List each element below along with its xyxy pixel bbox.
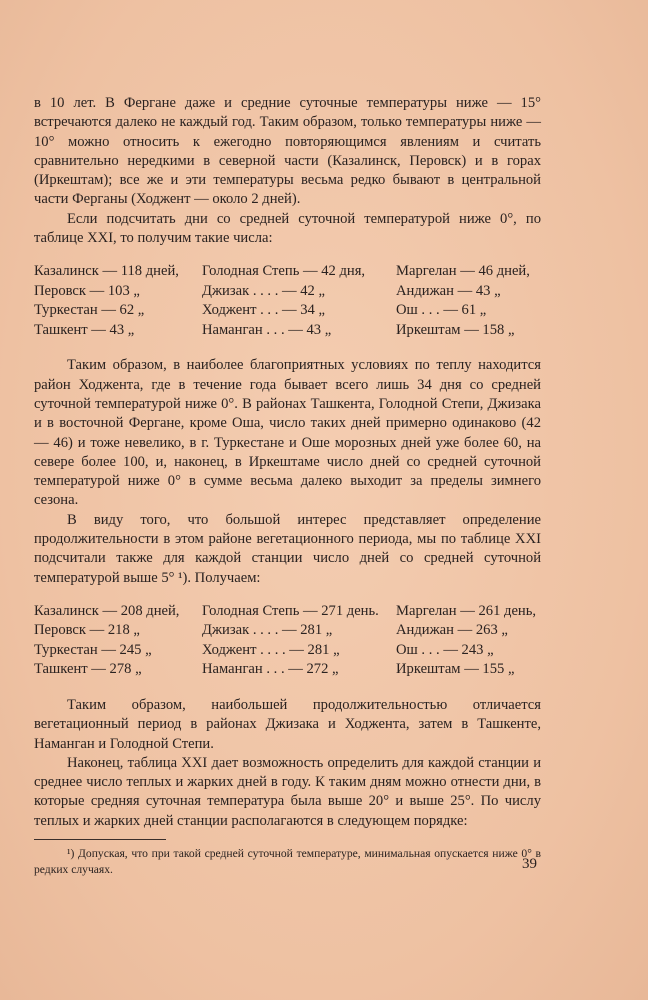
table-row (34, 660, 541, 680)
table-cell: Иркештам — 158 „ (396, 321, 515, 338)
table-cell: Наманган . . . — 43 „ (202, 321, 332, 338)
table-row (34, 641, 541, 661)
table-cell: Туркестан — 62 „ (34, 302, 145, 319)
table-cell: Туркестан — 245 „ (34, 641, 152, 658)
table-cell: Ош . . . — 243 „ (396, 641, 494, 658)
table-cell: Маргелан — 46 дней, (396, 263, 530, 280)
table-cell: Андижан — 263 „ (396, 622, 508, 639)
footnote-divider (34, 839, 166, 840)
footnote: ¹) Допуская, что при такой средней суточной температуре, минимальная опускается ниже 0° в редких случаях. (34, 847, 541, 876)
table-row (34, 282, 541, 302)
table-cell: Андижан — 43 „ (396, 282, 501, 299)
table-cell: Джизак . . . . — 42 „ (202, 282, 325, 299)
table-cell: Казалинск — 118 дней, (34, 263, 179, 280)
paragraph-3: Таким образом, в наиболее благоприятных условиях по теплу находится район Ходжента, где в течение года бывает всего лишь 34 дня со средней суточной температурой ниже 0°. В районах Ташкента, Голодной Степи, Джизака и в восточной Фергане, кроме Оша, число таких дней примерно одинаково (42 — 46) и тоже невелико, в г. Туркестане и Оше морозных дней уже более 60, на севере более 100, и, наконец, в Иркештаме число дней со средней суточной температурой ниже 0° в сумме весьма далеко выходит за пределы зимнего сезона. (34, 357, 541, 509)
table-cell: Казалинск — 208 дней, (34, 602, 180, 619)
paragraph-2: Если подсчитать дни со средней суточной температурой ниже 0°, по таблице XXI, то получим такие числа: (34, 210, 541, 247)
table-cell: Маргелан — 261 день, (396, 602, 537, 619)
paragraph-6: Наконец, таблица XXI дает возможность определить для каждой станции и среднее число теплых и жарких дней в году. К таким дням можно отнести дни, в которые средняя суточная температура была выше 20° и выше 25°. По числу теплых и жарких дней станции располагаются в следующем порядке: (34, 754, 541, 829)
table-cell: Ташкент — 43 „ (34, 321, 135, 338)
table-days-below-zero (34, 262, 541, 340)
table-row (34, 602, 541, 622)
table-days-above-five (34, 602, 541, 680)
table-cell: Ташкент — 278 „ (34, 661, 142, 678)
body-text (34, 94, 541, 877)
table-cell: Ходжент . . . . — 281 „ (202, 641, 340, 658)
table-cell: Иркештам — 155 „ (396, 661, 515, 678)
table-cell: Голодная Степь — 271 день. (202, 602, 379, 619)
table-row (34, 621, 541, 641)
table-cell: Ош . . . — 61 „ (396, 302, 487, 319)
paragraph-5: Таким образом, наибольшей продолжительностью отличается вегетационный период в районах Джизака и Ходжента, затем в Ташкенте, Наманган и Голодной Степи. (34, 696, 541, 752)
table-cell: Перовск — 218 „ (34, 622, 140, 639)
paragraph-1: в 10 лет. В Фергане даже и средние суточные температуры ниже — 15° встречаются далеко не каждый год. Таким образом, только температуры ниже — 10° можно относить к ежегодно повторяющимся явлениям и считать сравнительно нередкими в северной части (Казалинск, Перовск) и в горах (Иркештам); все же и эти температуры весьма редко бывают в центральной части Ферганы (Ходжент — около 2 дней). (34, 95, 541, 208)
table-cell: Перовск — 103 „ (34, 282, 140, 299)
table-cell: Джизак . . . . — 281 „ (202, 622, 333, 639)
table-row (34, 262, 541, 282)
table-cell: Голодная Степь — 42 дня, (202, 263, 366, 280)
table-row (34, 301, 541, 321)
table-row (34, 321, 541, 341)
page-number: 39 (522, 856, 537, 872)
table-cell: Наманган . . . — 272 „ (202, 661, 339, 678)
paragraph-4: В виду того, что большой интерес представляет определение продолжительности в этом районе вегетационного периода, мы по таблице XXI подсчитали также для каждой станции число дней со средней суточной температурой выше 5° ¹). Получаем: (34, 511, 541, 586)
table-cell: Ходжент . . . — 34 „ (202, 302, 325, 319)
